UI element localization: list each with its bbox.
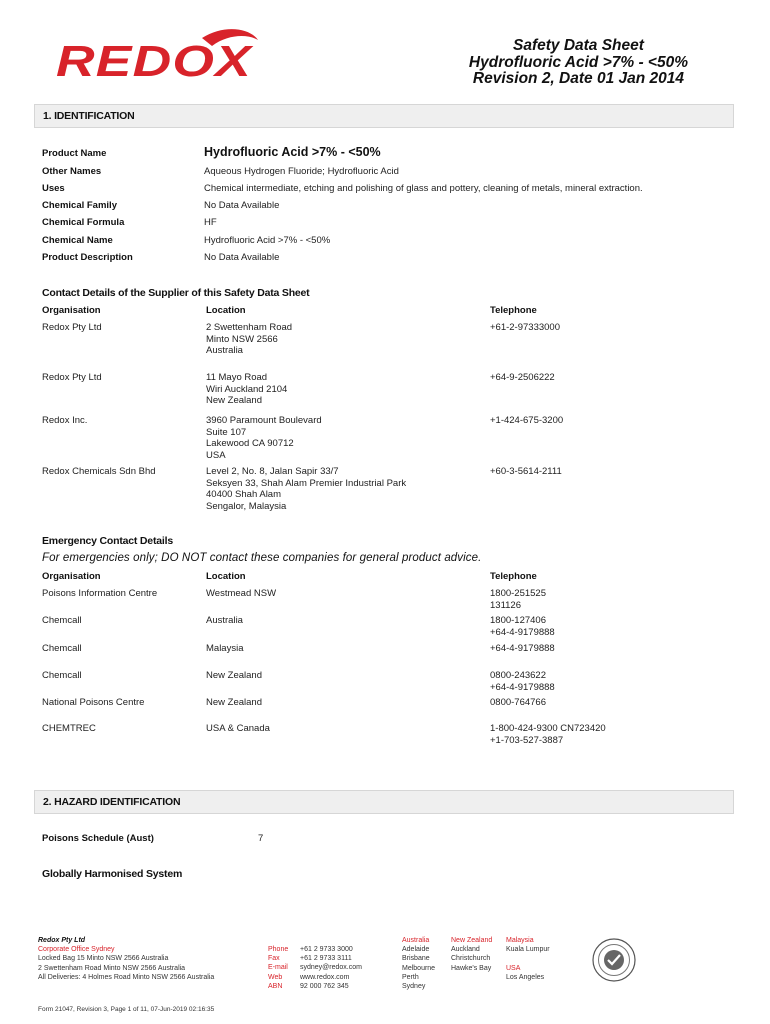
location-country: Australia — [402, 937, 430, 944]
field-value: Hydrofluoric Acid >7% - <50% — [204, 145, 381, 159]
emergency-org: Poisons Information Centre — [42, 588, 158, 599]
supplier-phone: +1-424-675-3200 — [490, 415, 564, 426]
emergency-col-organisation: Organisation — [42, 571, 101, 582]
emergency-org: National Poisons Centre — [42, 697, 145, 708]
emergency-location: Malaysia — [206, 643, 244, 654]
title-line-2: Hydrofluoric Acid >7% - <50% — [468, 53, 688, 71]
contact-web: www.redox.com — [300, 973, 350, 981]
section-hazard-header: 2. HAZARD IDENTIFICATION — [34, 790, 734, 814]
document-title — [469, 38, 688, 88]
footer-locations-malaysia-usa — [506, 936, 550, 982]
field-label: Chemical Formula — [42, 217, 125, 228]
ghs-heading: Globally Harmonised System — [42, 868, 183, 880]
emergency-col-telephone: Telephone — [490, 571, 537, 582]
emergency-location: USA & Canada — [206, 723, 270, 734]
form-revision-line: Form 21047, Revision 3, Page 1 of 11, 07-Jun-2019 02:16:35 — [38, 1006, 215, 1013]
emergency-col-location: Location — [206, 571, 246, 582]
location-country: New Zealand — [451, 937, 493, 944]
emergency-phone: 1800-127406 +64-4-9179888 — [490, 615, 555, 638]
logo-text: REDOX — [56, 37, 254, 86]
footer-locations-new-zealand — [451, 936, 492, 973]
emergency-phone: 0800-243622 +64-4-9179888 — [490, 670, 555, 693]
field-chemical-family — [42, 200, 732, 216]
contact-phone: +61 2 9733 3000 — [300, 946, 353, 953]
footer-address-line: 2 Swettenham Road Minto NSW 2566 Australia — [38, 964, 186, 972]
field-label: Chemical Family — [42, 200, 117, 211]
location-city: Hawke's Bay — [451, 964, 492, 972]
supplier-org: Redox Pty Ltd — [42, 322, 102, 333]
field-label: Uses — [42, 183, 65, 194]
emergency-location: Westmead NSW — [206, 588, 277, 599]
field-value: Hydrofluoric Acid >7% - <50% — [204, 235, 331, 246]
field-value: Chemical intermediate, etching and polishing of glass and pottery, cleaning of metals, mineral extraction. — [204, 183, 643, 194]
supplier-location: 11 Mayo Road Wiri Auckland 2104 New Zealand — [206, 372, 288, 407]
field-label: Other Names — [42, 166, 102, 177]
supplier-location: 2 Swettenham Road Minto NSW 2566 Australia — [206, 322, 293, 357]
field-label: Product Name — [42, 148, 107, 159]
location-city: Los Angeles — [506, 973, 545, 981]
location-city: Perth — [402, 973, 419, 981]
field-value: No Data Available — [204, 252, 280, 263]
supplier-phone: +61-2-97333000 — [490, 322, 560, 333]
field-value: Aqueous Hydrogen Fluoride; Hydrofluoric Acid — [204, 166, 399, 177]
field-chemical-formula — [42, 217, 732, 233]
field-chemical-name — [42, 235, 732, 251]
emergency-phone: 0800-764766 — [490, 697, 546, 708]
emergency-location: New Zealand — [206, 670, 262, 681]
supplier-phone: +64-9-2506222 — [490, 372, 555, 383]
field-product-description — [42, 252, 732, 268]
emergency-contacts-heading: Emergency Contact Details — [42, 535, 173, 547]
field-label: Product Description — [42, 252, 133, 263]
section-identification-header: 1. IDENTIFICATION — [34, 104, 734, 128]
contact-label: ABN — [268, 982, 283, 990]
contact-label: Phone — [268, 946, 289, 953]
footer-locations-australia — [402, 936, 435, 991]
field-product-name — [42, 145, 732, 164]
poisons-schedule-value: 7 — [258, 833, 264, 844]
footer-contact-block — [268, 945, 362, 991]
supplier-col-location: Location — [206, 305, 246, 316]
emergency-location: New Zealand — [206, 697, 262, 708]
field-value: No Data Available — [204, 200, 280, 211]
emergency-org: CHEMTREC — [42, 723, 96, 734]
location-country: Malaysia — [506, 937, 534, 944]
poisons-schedule-label: Poisons Schedule (Aust) — [42, 833, 154, 844]
supplier-contacts-heading: Contact Details of the Supplier of this Safety Data Sheet — [42, 287, 310, 299]
supplier-location: 3960 Paramount Boulevard Suite 107 Lakewood CA 90712 USA — [206, 415, 322, 461]
field-uses — [42, 183, 732, 199]
location-city: Adelaide — [402, 946, 430, 954]
location-city: Christchurch — [451, 955, 491, 963]
footer-address-line: All Deliveries: 4 Holmes Road Minto NSW 2566 Australia — [38, 973, 215, 981]
emergency-phone: 1-800-424-9300 CN723420 +1-703-527-3887 — [490, 723, 606, 746]
footer-office: Corporate Office Sydney — [38, 946, 115, 954]
emergency-note: For emergencies only; DO NOT contact these companies for general product advice. — [42, 552, 482, 564]
contact-fax: +61 2 9733 3111 — [300, 955, 352, 963]
footer-company-block — [38, 936, 214, 982]
emergency-phone: +64-4-9179888 — [490, 643, 555, 654]
title-line-3: Revision 2, Date 01 Jan 2014 — [472, 70, 684, 87]
contact-abn: 92 000 762 345 — [300, 982, 349, 990]
contact-label: Fax — [268, 955, 280, 963]
location-city: Melbourne — [402, 964, 436, 972]
contact-email: sydney@redox.com — [300, 964, 362, 972]
certification-seal-icon — [592, 938, 636, 982]
footer-address-line: Locked Bag 15 Minto NSW 2566 Australia — [38, 955, 169, 963]
contact-label: Web — [268, 973, 283, 981]
title-line-1: Safety Data Sheet — [512, 37, 644, 54]
emergency-org: Chemcall — [42, 615, 82, 626]
location-city: Sydney — [402, 983, 426, 991]
supplier-col-telephone: Telephone — [490, 305, 537, 316]
supplier-org: Redox Inc. — [42, 415, 88, 426]
emergency-org: Chemcall — [42, 643, 82, 654]
location-city: Brisbane — [402, 955, 430, 963]
field-label: Chemical Name — [42, 235, 113, 246]
location-city: Kuala Lumpur — [506, 946, 550, 954]
emergency-phone: 1800-251525 131126 — [490, 588, 546, 611]
emergency-org: Chemcall — [42, 670, 82, 681]
field-value: HF — [204, 217, 217, 228]
supplier-org: Redox Pty Ltd — [42, 372, 102, 383]
supplier-col-organisation: Organisation — [42, 305, 101, 316]
field-other-names — [42, 166, 732, 182]
emergency-location: Australia — [206, 615, 243, 626]
supplier-location: Level 2, No. 8, Jalan Sapir 33/7 Seksyen 33, Shah Alam Premier Industrial Park 40400 Shah Alam Sengalor, Malaysia — [206, 466, 407, 512]
location-city: Auckland — [451, 946, 480, 954]
contact-label: E-mail — [268, 964, 288, 972]
location-country: USA — [506, 964, 521, 972]
redox-logo — [52, 26, 264, 86]
supplier-org: Redox Chemicals Sdn Bhd — [42, 466, 156, 477]
footer-company: Redox Pty Ltd — [38, 937, 86, 944]
supplier-phone: +60-3-5614-2111 — [490, 466, 562, 477]
